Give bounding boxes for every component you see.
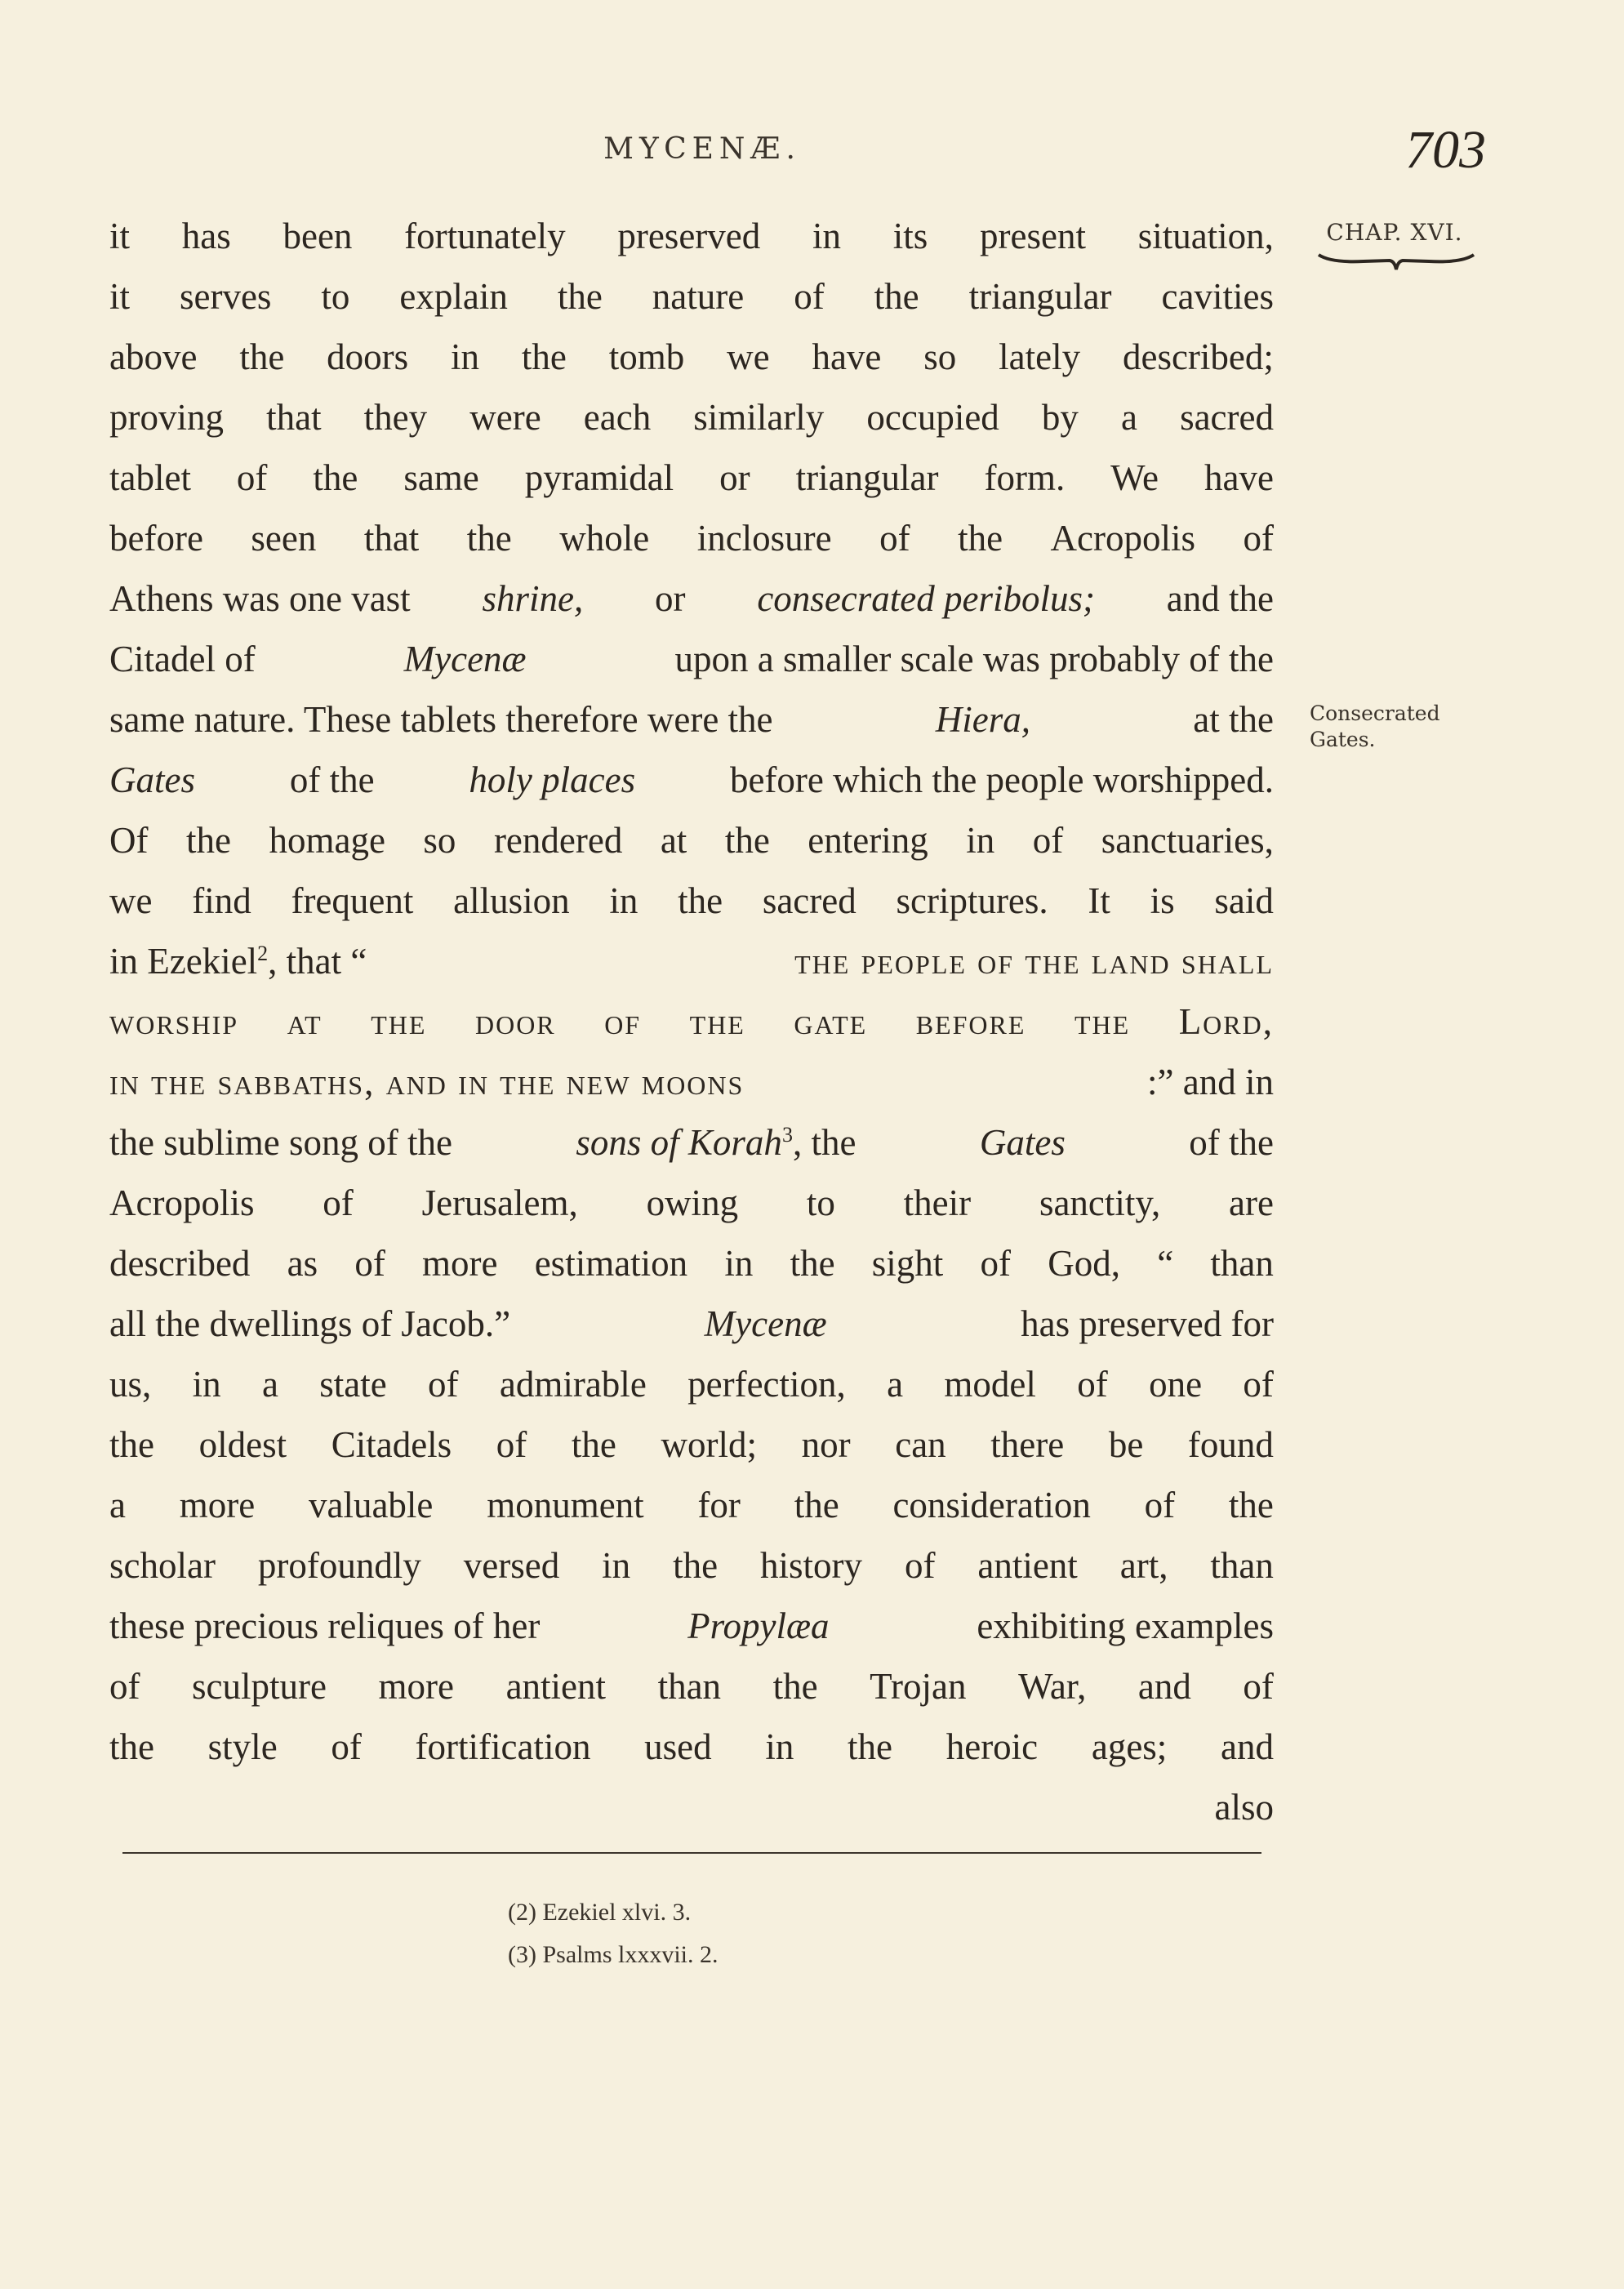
text-run: in Ezekiel [109,941,258,982]
word: Acropolis [109,1182,255,1223]
text-line-25 [109,1656,1274,1717]
word: in [765,1726,794,1767]
text-run: in Ezekiel2, that “ [109,931,367,991]
word: we [727,336,770,377]
word: more [378,1666,455,1707]
word: God, [1048,1243,1120,1284]
word: the [958,518,1003,559]
word: occupied [866,397,999,438]
word: of [879,518,910,559]
word: inclosure [696,518,832,559]
text-line-19 [109,1294,1274,1354]
word: the [689,1001,745,1042]
word: of [1243,1364,1274,1405]
word: the [1074,1001,1131,1042]
word: triangular [968,276,1112,317]
word: at [287,1001,323,1042]
word: or [719,457,750,498]
word: there [990,1424,1065,1465]
word: has [181,216,231,256]
word: gate [794,1001,868,1042]
word: sanctity, [1039,1182,1161,1223]
smallcaps-quote: in the sabbaths, and in the new moons [109,1062,745,1102]
word: same [403,457,479,498]
word: proving [109,397,224,438]
word: homage [269,820,385,861]
word: us, [109,1364,152,1405]
word: War, [1018,1666,1087,1707]
word: of [323,1182,354,1223]
italic-gates: Gates [109,759,195,800]
word: a [1120,397,1137,438]
word: been [283,216,353,256]
word: tablet [109,457,191,498]
text-run: the sublime song of the [109,1122,452,1163]
word: in [609,880,638,921]
word: at [660,820,687,861]
word: described; [1122,336,1274,377]
word: in [812,216,841,256]
word: of [1077,1364,1108,1405]
word: it [109,216,131,256]
text-line-22 [109,1475,1274,1535]
word: than [1210,1243,1274,1284]
word: worship [109,1001,239,1042]
word: of [496,1424,527,1465]
catchword-text: also [1214,1787,1274,1828]
word: it [109,276,131,317]
word: fortification [415,1726,591,1767]
word: frequent [291,880,414,921]
word: is [1150,880,1175,921]
word: can [895,1424,946,1465]
word: a [109,1485,126,1525]
word: pyramidal [524,457,674,498]
footnote-rule [122,1852,1261,1854]
word: profoundly [257,1545,421,1586]
text-line-9 [109,689,1274,750]
word: we [109,880,153,921]
word: find [192,880,251,921]
word: found [1187,1424,1274,1465]
word: We [1110,457,1159,498]
word: scholar [109,1545,216,1586]
word: they [363,397,428,438]
italic-shrine: shrine, [482,578,584,619]
text-run: exhibiting examples [977,1605,1274,1646]
body-text [109,206,1274,1837]
italic-holy-places: holy places [469,759,636,800]
word: the [848,1726,893,1767]
word: history [760,1545,863,1586]
word: are [1229,1182,1274,1223]
word: tomb [608,336,685,377]
word: in [192,1364,221,1405]
text-line-5 [109,448,1274,508]
footnote-3: (3) Psalms lxxxvii. 2. [508,1941,719,1968]
page-number: 703 [1405,120,1486,180]
word: fortunately [404,216,566,256]
word: its [892,216,928,256]
word: and [1221,1726,1274,1767]
word: form. [984,457,1066,498]
word: art, [1119,1545,1168,1586]
text-run: , that “ [268,941,367,982]
text-line-7 [109,568,1274,629]
word: lately [999,336,1081,377]
word: before [109,518,203,559]
word: by [1041,397,1079,438]
word: style [207,1726,278,1767]
word: rendered [493,820,623,861]
word: in [451,336,480,377]
text-line-4 [109,387,1274,448]
word: scriptures. [896,880,1048,921]
word: versed [463,1545,560,1586]
word: similarly [693,397,825,438]
word: of [794,276,825,317]
text-line-8 [109,629,1274,689]
word: a [261,1364,278,1405]
word: seen [251,518,317,559]
chapter-label: CHAP. XVI. [1326,219,1463,246]
word: more [179,1485,256,1525]
word: so [423,820,456,861]
text-line-6 [109,508,1274,568]
word: Citadels [331,1424,452,1465]
text-line-2 [109,266,1274,327]
word: the [313,457,358,498]
word: situation, [1137,216,1274,256]
text-line-24 [109,1596,1274,1656]
word: sculpture [192,1666,327,1707]
word: cavities [1161,276,1274,317]
text-run: these precious reliques of her [109,1605,541,1646]
word: in [724,1243,754,1284]
word: the [794,1485,839,1525]
word: that [266,397,322,438]
word: and [1137,1666,1191,1707]
word: in [966,820,995,861]
text-line-11 [109,810,1274,871]
word: sanctuaries, [1101,820,1274,861]
word: sight [871,1243,944,1284]
text-run: , the [792,1122,856,1163]
text-run: before which the people worshipped. [729,759,1274,800]
text-run: sons of Korah3, the [576,1112,856,1173]
word: of [354,1243,385,1284]
word: present [980,216,1086,256]
word: of [428,1364,459,1405]
word: the [371,1001,427,1042]
word: whole [559,518,650,559]
word: valuable [308,1485,434,1525]
word: in [602,1545,631,1586]
word: than [657,1666,722,1707]
italic-mycenae: Mycenæ [704,1303,827,1344]
word: a [887,1364,904,1405]
word: Trojan [870,1666,967,1707]
word: the [673,1545,719,1586]
word: said [1214,880,1274,921]
text-run: Citadel of [109,639,256,679]
word: the [790,1243,835,1284]
word: to [321,276,350,317]
word: of [1032,820,1064,861]
word: of [1144,1485,1176,1525]
word: be [1108,1424,1144,1465]
word: the [557,276,603,317]
word: admirable [499,1364,647,1405]
text-line-10 [109,750,1274,810]
text-line-1 [109,206,1274,266]
word: than [1210,1545,1274,1586]
word: allusion [453,880,570,921]
text-line-17 [109,1173,1274,1233]
word: the [466,518,512,559]
word: have [1204,457,1274,498]
word: their [903,1182,972,1223]
word: consideration [892,1485,1091,1525]
word: perfection, [687,1364,846,1405]
word: ages; [1091,1726,1168,1767]
text-line-3 [109,327,1274,387]
word: heroic [945,1726,1039,1767]
word: oldest [198,1424,287,1465]
italic-consecrated-peribolus: consecrated peribolus; [757,578,1095,619]
word: used [644,1726,712,1767]
word: of [236,457,268,498]
word: the [1228,1485,1274,1525]
word: nor [801,1424,851,1465]
word: serves [179,276,272,317]
text-line-20 [109,1354,1274,1414]
word: were [469,397,541,438]
word: one [1149,1364,1203,1405]
word: the [521,336,567,377]
word: of [604,1001,642,1042]
word: monument [487,1485,644,1525]
word: of [109,1666,140,1707]
word: It [1088,880,1110,921]
margin-note-line-2: Gates. [1310,728,1376,751]
word: model [944,1364,1036,1405]
word: have [812,336,882,377]
word: Lord, [1178,1001,1274,1042]
footnotes [508,1891,1079,1976]
text-line-21 [109,1414,1274,1475]
word: the [678,880,723,921]
word: nature [652,276,745,317]
text-run: at the [1193,699,1274,740]
word: each [583,397,652,438]
text-run: :” and in [1147,1062,1274,1102]
word: triangular [795,457,939,498]
word: Acropolis [1050,518,1196,559]
word: world; [661,1424,757,1465]
catchword [109,1777,1274,1837]
word: above [109,336,198,377]
word: doors [327,336,409,377]
text-line-23 [109,1535,1274,1596]
text-run: all the dwellings of Jacob.” [109,1303,511,1344]
italic-mycenae: Mycenæ [403,639,527,679]
text-run: same nature. These tablets therefore were the [109,699,773,740]
text-line-12 [109,871,1274,931]
word: more [422,1243,498,1284]
word: the [239,336,285,377]
text-run: of the [289,759,375,800]
word: so [923,336,957,377]
italic-propylaea: Propylæa [687,1605,830,1646]
word: described [109,1243,251,1284]
word: of [331,1726,362,1767]
word: estimation [534,1243,688,1284]
word: antient [977,1545,1078,1586]
word: “ [1157,1243,1174,1284]
margin-note-line-1: Consecrated [1310,701,1440,725]
word: for [697,1485,741,1525]
word: antient [505,1666,607,1707]
word: sacred [762,880,856,921]
word: of [1243,518,1274,559]
word: Of [109,820,149,861]
word: door [474,1001,556,1042]
word: the [772,1666,818,1707]
word: of [904,1545,936,1586]
running-title: MYCENÆ. [603,132,801,166]
word: that [363,518,420,559]
text-run: of the [1189,1122,1274,1163]
text-run: upon a smaller scale was probably of the [674,639,1274,679]
word: as [287,1243,318,1284]
word: to [806,1182,835,1223]
word: the [109,1424,154,1465]
italic-gates: Gates [979,1122,1066,1163]
text-run: or [655,578,686,619]
margin-note [1310,701,1481,753]
italic-sons-of-korah: sons of Korah [576,1122,782,1163]
word: entering [808,820,928,861]
text-run: and the [1166,578,1274,619]
word: state [319,1364,387,1405]
footnote-2: (2) Ezekiel xlvi. 3. [508,1899,692,1926]
text-line-16 [109,1112,1274,1173]
word: owing [646,1182,739,1223]
word: sacred [1180,397,1274,438]
word: the [724,820,770,861]
text-line-18 [109,1233,1274,1294]
word: the [185,820,231,861]
text-run: has preserved for [1021,1303,1274,1344]
word: of [1243,1666,1274,1707]
text-line-14 [109,991,1274,1052]
italic-hiera: Hiera, [935,699,1031,740]
word: the [571,1424,616,1465]
word: preserved [617,216,761,256]
word: explain [399,276,508,317]
word: before [915,1001,1026,1042]
chapter-brace-ornament [1315,250,1478,274]
text-run: Athens was one vast [109,578,411,619]
word: the [874,276,919,317]
word: Jerusalem, [421,1182,578,1223]
smallcaps-quote: the people of the land shall [794,941,1274,982]
text-line-15 [109,1052,1274,1112]
word: the [109,1726,154,1767]
text-line-26 [109,1717,1274,1777]
word: of [980,1243,1012,1284]
text-line-13 [109,931,1274,991]
